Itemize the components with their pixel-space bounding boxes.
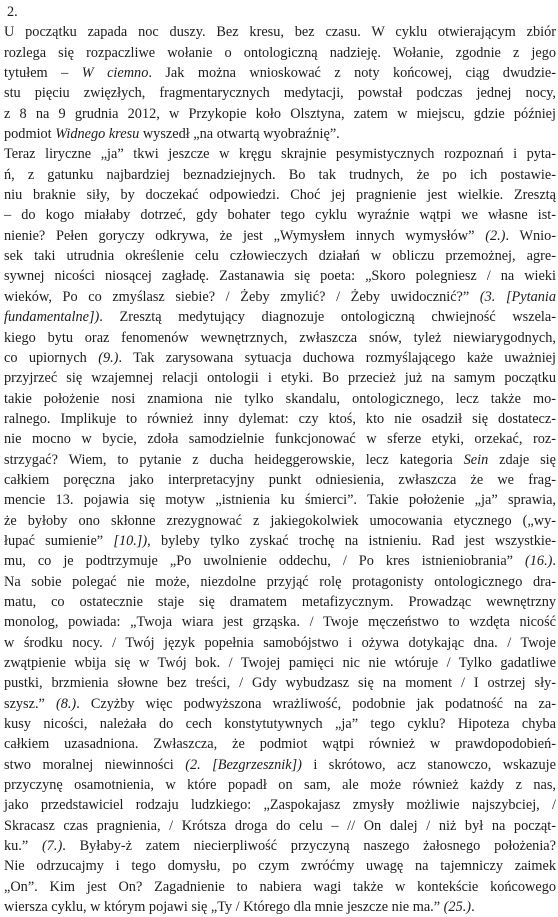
text-run: całkiem poręczna jako interpretacyjny punkt odniesienia, zwłaszcza że we frag- <box>4 471 556 488</box>
text-line <box>4 490 556 510</box>
text-run: . Jak można wnioskować z noty końcowej, ciąg dwudzie- <box>148 65 556 82</box>
text-line <box>4 185 556 205</box>
text-run: co upiornych <box>4 349 99 366</box>
text-run: ń, z gatunku najbardziej beznadziejnych. Bo tak trudnych, że po ich postawie- <box>4 166 556 183</box>
text-run: całkiem uzasadniona. Zwłaszcza, że podmiot wątpi również w prawdopodobień- <box>4 736 556 753</box>
italic-run: (25.) <box>443 899 472 916</box>
section-number: 2. <box>7 4 18 20</box>
text-line <box>4 612 556 632</box>
text-run: U początku zapada noc duszy. Bez kresu, bez czasu. W cyklu otwierającym zbiór <box>4 24 556 41</box>
text-run: ralnego. Implikuje to również inny dylemat: czy ktoś, kto nie osadził się dostatecz- <box>4 410 556 427</box>
text-run: że byłoby ono skłonne zrezygnować z jakiegokolwiek umocowania etycznego („wy- <box>4 512 556 529</box>
text-run: nienie? Pełen goryczy odkrywa, że jest „Wymysłem innych wymysłów” <box>4 227 486 244</box>
text-line <box>4 633 556 653</box>
text-line <box>4 165 556 185</box>
text-run: takie położenie nosi znamiona nie tylko skandalu, ontologicznego, lecz także mo- <box>4 390 556 407</box>
text-line <box>4 124 556 144</box>
text-line <box>4 714 556 734</box>
text-run: sek taki utrudnia określenie celu człowieczych działań w obliczu przemożnej, agre- <box>4 248 556 265</box>
text-run: wieków, Po co zmyślasz siebie? / Żeby zmylić? / Żeby uwidocznić?” <box>4 288 480 305</box>
text-run: sywnej nicości niosącej zagładę. Zastanawia się poeta: „Skoro polegniesz / na wieki <box>4 268 556 285</box>
text-run: zwątpienie wbija się w Twój bok. / Twojej pamięci nic nie wtóruje / Tylko gadatliwe <box>4 655 556 671</box>
text-line <box>4 775 556 795</box>
text-run: niu braknie siły, by doczekać odpowiedzi. Choć jej pragnienie jest wielkie. Zresztą <box>4 187 556 204</box>
text-line <box>4 205 556 225</box>
text-run: Teraz liryczne „ja” tkwi jeszcze w kręgu skrajnie pesymistycznych rozpoznań i pyta- <box>4 146 556 163</box>
text-line <box>4 246 556 266</box>
text-line <box>4 734 556 754</box>
text-run: . <box>471 899 475 916</box>
italic-run: Widnego kresu <box>55 126 140 143</box>
text-run: kiego bytu oraz fenomenów wewnętrznych, zwłaszcza snów, tyleż niewiarygodnych, <box>4 329 556 346</box>
text-line <box>4 836 556 856</box>
text-run: mencie 13. pojawia się motyw „istnienia ku śmierci”. Takie położenie „ja” sprawia, <box>4 492 556 509</box>
text-run: pustki, brzmienia słowne bez treści, / Gdy wybudzasz się na moment / I ostrzej sły- <box>4 675 556 692</box>
text-line <box>4 266 556 286</box>
italic-run: (2. [Bezgrzesznik]) <box>185 756 302 773</box>
text-run: wiersza cyklu, w którym pojawi się „Ty / Którego dla mnie jeszcze nie ma.” <box>4 899 444 916</box>
text-line <box>4 897 556 917</box>
text-line <box>4 328 556 348</box>
document-page <box>4 2 556 917</box>
text-run: . Byłaby-ż zatem niecierpliwość przyczyną naszego żałosnego położenia? <box>62 838 556 855</box>
text-run: łupać sumienie” <box>4 532 114 549</box>
italic-run: (16.) <box>525 553 553 570</box>
text-run: z 8 na 9 grudnia 2012, w Przykopie koło Olsztyna, zatem w miejscu, gdzie później <box>4 105 556 122</box>
italic-run: [10.]) <box>113 532 148 549</box>
text-line <box>4 795 556 815</box>
text-run: stwo moralnej niewinności <box>4 756 186 773</box>
text-line <box>4 287 556 307</box>
text-run: Na sobie polegać nie może, niezdolne przyjąć rolę protagonisty ontologicznego dra- <box>4 573 556 590</box>
text-line <box>4 450 556 470</box>
text-line <box>4 63 556 83</box>
text-line <box>4 43 556 63</box>
text-line <box>4 755 556 775</box>
text-line <box>4 144 556 164</box>
text-run: monolog, powiada: „Twoja wiara jest grząska. / Twoje męczeństwo to wzdęta nicość <box>4 614 556 631</box>
text-line <box>4 511 556 531</box>
text-run: matu, co ostatecznie staje się dramatem metafizycznym. Prowadząc wewnętrzny <box>4 593 556 610</box>
text-run: podmiot <box>4 126 56 143</box>
text-run: – do kogo miałaby dotrzeć, gdy bohater tego cyklu wyraźnie wątpi we własne ist- <box>4 207 556 224</box>
text-line <box>4 389 556 409</box>
text-run: „On”. Kim jest On? Zagadnienie to nabiera wagi także w kontekście końcowego <box>4 878 556 895</box>
text-run: . Tak zarysowana sytuacja duchowa rozmyślającego każe uważniej <box>118 349 556 366</box>
text-line <box>4 307 556 327</box>
text-run: Nie odrzucajmy i tego domysłu, po czym zwróćmy uwagę na tajemniczy zaimek <box>4 858 556 875</box>
italic-run: (3. [Pytania <box>479 288 556 305</box>
text-line <box>4 348 556 368</box>
italic-run: (7.) <box>42 838 63 855</box>
text-run: . Czyżby więc podwyższona wrażliwość, podobnie jak podatność na za- <box>76 695 556 712</box>
text-line <box>4 856 556 876</box>
text-run: przyjrzeć się wzajemnej relacji ontologii i etyki. Bo przecież już na samym początku <box>4 370 556 387</box>
text-line <box>4 816 556 836</box>
text-line <box>4 104 556 124</box>
text-run: jako przedstawiciel rodzaju ludzkiego: „Zaspokajasz zmysły możliwie najszybciej, / <box>4 797 556 814</box>
text-run: strzygać? Wiem, to pytanie z ducha heideggerowskie, lecz kategoria <box>4 451 464 468</box>
text-run: kusy nicości, należała do cech konstytutywnych „ja” tego cyklu? Hipoteza chyba <box>4 716 556 733</box>
text-run: ku.” <box>4 838 42 855</box>
italic-run: (9.) <box>98 349 119 366</box>
text-run: . Zresztą medytujący diagnozuje ontologiczną chwiejność wszela- <box>99 309 556 326</box>
text-line <box>4 531 556 551</box>
text-run: mu, co je podtrzymuje „Po uwolnienie oddechu, / Po kres istnieniobrania” <box>4 553 526 570</box>
text-line <box>4 877 556 897</box>
text-run: zdaje się <box>488 451 556 468</box>
italic-run: Sein <box>463 451 489 468</box>
text-run: w środku nocy. / Twój język popełnia samobójstwo i ożywa dotykając dna. / Twoje <box>4 634 556 651</box>
text-run: szysz.” <box>4 695 56 712</box>
text-line <box>4 673 556 693</box>
italic-run: (2.) <box>485 227 506 244</box>
text-run: wyszedł „na otwartą wyobraźnię”. <box>139 126 340 143</box>
text-line <box>4 409 556 429</box>
text-line <box>4 694 556 714</box>
text-line <box>4 368 556 388</box>
text-run: nie mocno w bycie, zdoła samodzielnie funkcjonować w sferze etyki, orzekać, roz- <box>4 431 556 448</box>
text-run: stu pięciu zwięzłych, fragmentarycznych medytacji, powstał podczas jednej nocy, <box>4 85 556 102</box>
text-run: Skracasz czas pragnienia, / Krótsza droga do celu – // On dalej / niż był na począt- <box>4 817 556 834</box>
text-line <box>4 653 556 673</box>
text-line <box>4 592 556 612</box>
body-text <box>4 22 556 917</box>
text-run: tytułem – <box>4 65 82 82</box>
text-line <box>4 429 556 449</box>
text-run: , byleby tylko zyskać trochę na istnieniu. Rad jest wszystkie- <box>147 532 556 549</box>
text-run: . <box>552 553 556 570</box>
text-run: . Wnio- <box>505 227 557 244</box>
text-run: i skrótowo, acz stanowczo, wskazuje <box>301 756 556 773</box>
text-line <box>4 83 556 103</box>
text-line <box>4 551 556 571</box>
text-line <box>4 226 556 246</box>
italic-run: W ciemno <box>81 65 149 82</box>
italic-run: (8.) <box>55 695 77 712</box>
text-run: rozlega się rozpaczliwe wołanie o ontologiczną nadzieję. Wołanie, zgodnie z jego <box>4 44 556 61</box>
text-line <box>4 470 556 490</box>
text-line <box>4 22 556 42</box>
text-line <box>4 572 556 592</box>
text-run: przyczynę osamotnienia, w które popadł on sam, ale może również każdy z nas, <box>4 777 556 794</box>
italic-run: fundamentalne]) <box>4 309 100 326</box>
